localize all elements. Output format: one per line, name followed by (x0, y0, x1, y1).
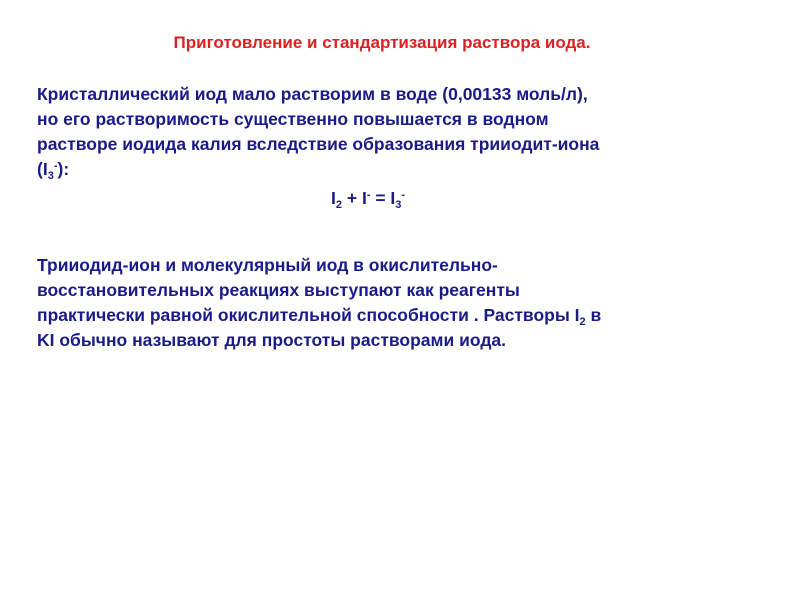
triiodide-open: (I (37, 159, 48, 179)
paragraph-reagents (37, 253, 767, 353)
iodide-charge: - (366, 189, 371, 201)
slide-title: Приготовление и стандартизация раствора иода. (173, 33, 591, 52)
paragraph-line: Трииодид-ион и молекулярный иод в окислительно- (37, 255, 498, 275)
triiodide-charge: - (53, 160, 58, 172)
paragraph-line (37, 157, 767, 182)
paragraph-line: восстановительных реакциях выступают как реагенты (37, 280, 520, 300)
triiodide-eq-charge: - (401, 189, 406, 201)
paragraph-line: растворе иодида калия вследствие образования трииодит-иона (37, 134, 600, 154)
paragraph-line (37, 303, 767, 328)
iodide-symbol: + I (342, 188, 367, 208)
paragraph-line-end: в (585, 305, 602, 325)
iodine-subscript: 2 (335, 199, 342, 211)
triiodide-subscript: 3 (47, 170, 54, 182)
triiodide-close: ): (57, 159, 70, 179)
paragraph-solubility (37, 82, 767, 214)
triiodide-symbol: = I (370, 188, 396, 208)
iodine-symbol: I (331, 188, 336, 208)
paragraph-line-text: практически равной окислительной способности . Растворы I (37, 305, 580, 325)
reaction-equation (37, 182, 767, 214)
iodine-subscript: 2 (579, 316, 586, 328)
triiodide-eq-subscript: 3 (395, 199, 402, 211)
paragraph-line: KI обычно называют для простоты растворами иода. (37, 330, 507, 350)
paragraph-line: Кристаллический иод мало растворим в воде (0,00133 моль/л), (37, 84, 588, 104)
paragraph-line: но его растворимость существенно повышается в водном (37, 109, 549, 129)
